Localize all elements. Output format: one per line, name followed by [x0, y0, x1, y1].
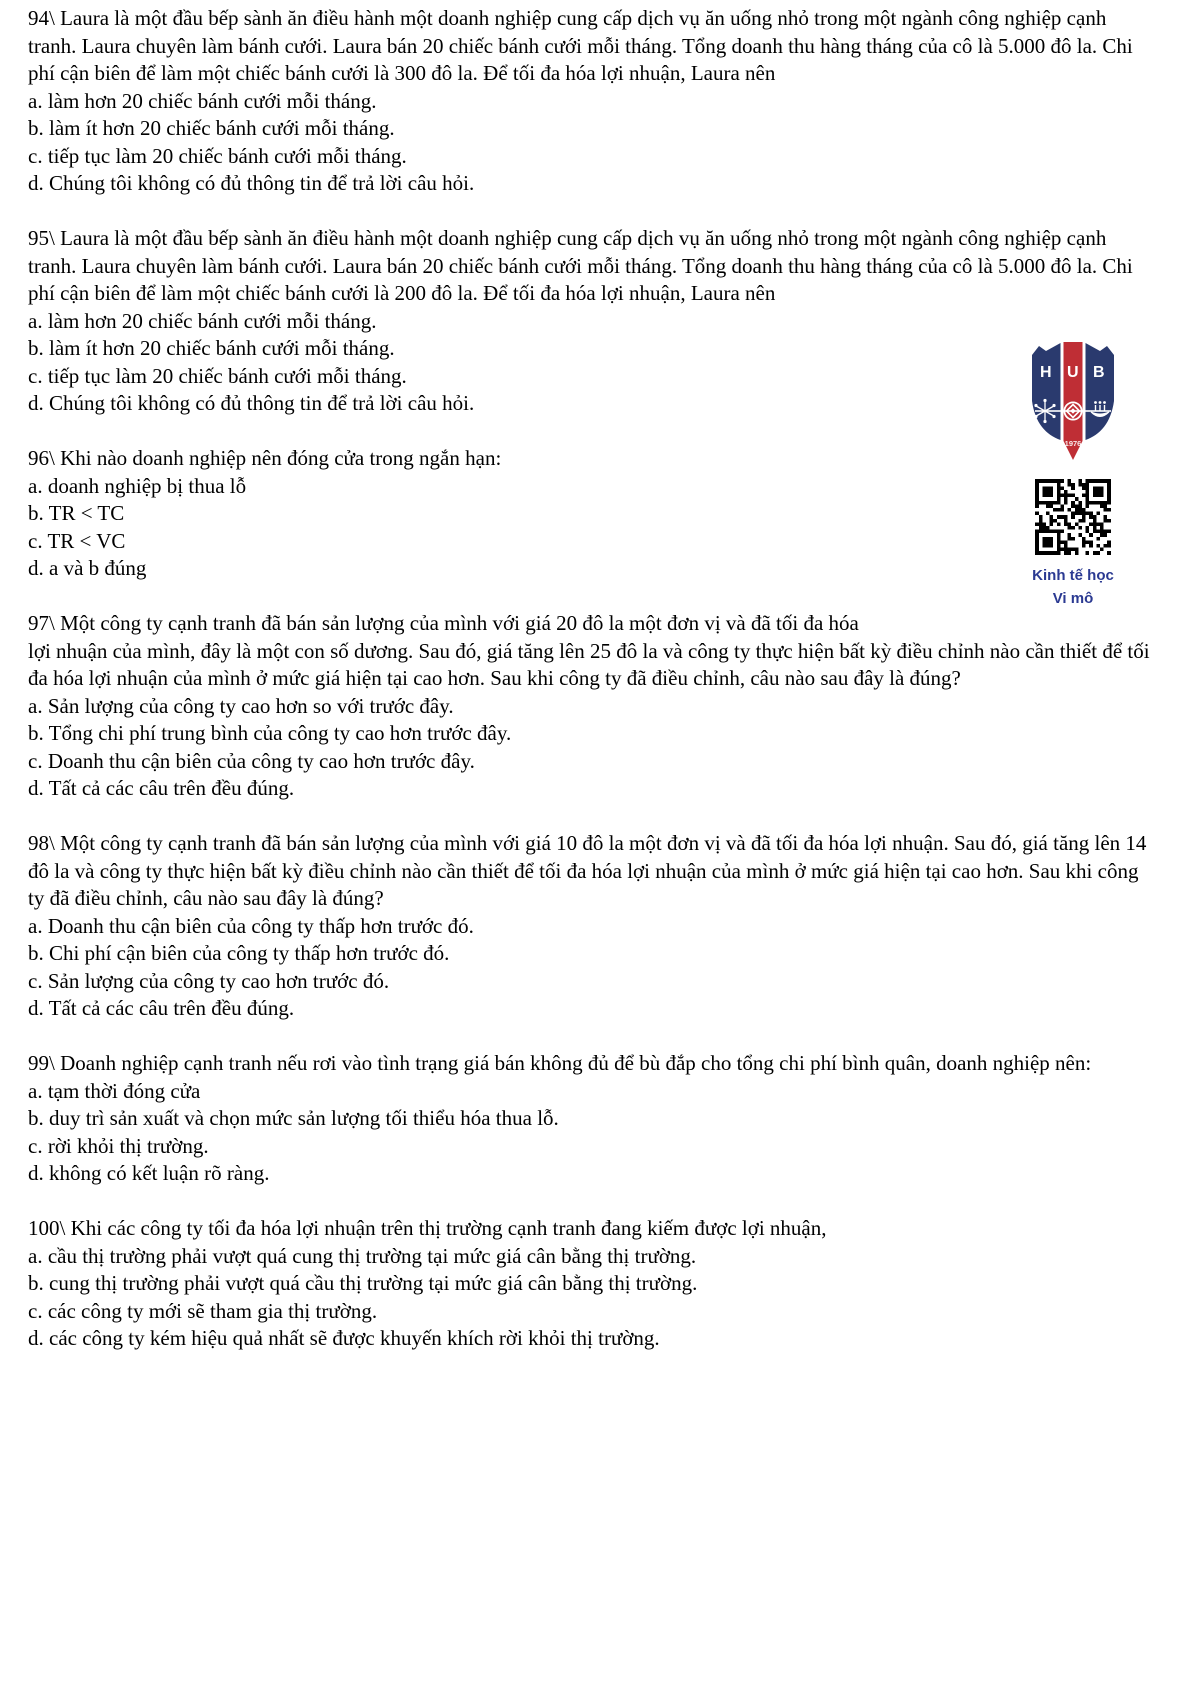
question-97-option-b: b. Tổng chi phí trung bình của công ty cao hơn trước đây.	[28, 721, 512, 745]
question-95-text: 95\ Laura là một đầu bếp sành ăn điều hành một doanh nghiệp cung cấp dịch vụ ăn uống nhỏ trong một ngành công nghiệp cạnh tranh. Laura chuyên làm bánh cưới. Laura bán 20 chiếc bánh cưới mỗi tháng. Tổng doanh thu hàng tháng của cô là 5.000 đô la. Chi phí cận biên để làm một chiếc bánh cưới là 200 đô la. Để tối đa hóa lợi nhuận, Laura nên	[28, 226, 1133, 305]
hub-branding	[1027, 339, 1119, 610]
question-95-option-b: b. làm ít hơn 20 chiếc bánh cưới mỗi tháng.	[28, 336, 395, 360]
question-99-option-d: d. không có kết luận rõ ràng.	[28, 1161, 270, 1185]
logo-letter-u: U	[1067, 364, 1079, 381]
question-94-option-b: b. làm ít hơn 20 chiếc bánh cưới mỗi tháng.	[28, 116, 395, 140]
question-96-option-c: c. TR < VC	[28, 528, 126, 553]
question-96-text: 96\ Khi nào doanh nghiệp nên đóng cửa trong ngắn hạn:	[28, 446, 502, 470]
question-96-option-b: b. TR < TC	[28, 501, 125, 525]
question-99	[28, 1050, 1158, 1188]
question-98-option-a: a. Doanh thu cận biên của công ty thấp hơn trước đó.	[28, 913, 474, 938]
question-94-option-a: a. làm hơn 20 chiếc bánh cưới mỗi tháng.	[28, 88, 377, 113]
question-97-text-line2: lợi nhuận của mình, đây là một con số dương. Sau đó, giá tăng lên 25 đô la và công ty thực hiện bất kỳ điều chỉnh nào cần thiết để tối đa hóa lợi nhuận của mình ở mức giá hiện tại cao hơn. Sau khi công ty đã điều chỉnh, câu nào sau đây là đúng?	[28, 638, 1150, 690]
question-97-text-line1: 97\ Một công ty cạnh tranh đã bán sản lượng của mình với giá 20 đô la một đơn vị và đã tối đa hóa	[28, 611, 859, 635]
logo-diamond-icon	[1064, 402, 1081, 419]
question-97	[28, 610, 1158, 803]
question-100-option-a: a. cầu thị trường phải vượt quá cung thị trường tại mức giá cân bằng thị trường.	[28, 1243, 697, 1268]
question-99-option-b: b. duy trì sản xuất và chọn mức sản lượng tối thiểu hóa thua lỗ.	[28, 1106, 559, 1130]
logo-left-band	[1032, 343, 1061, 440]
qr-caption	[1032, 564, 1114, 610]
question-99-text: 99\ Doanh nghiệp cạnh tranh nếu rơi vào tình trạng giá bán không đủ để bù đắp cho tổng chi phí bình quân, doanh nghiệp nên:	[28, 1051, 1092, 1075]
question-100-option-d: d. các công ty kém hiệu quả nhất sẽ được khuyến khích rời khỏi thị trường.	[28, 1326, 660, 1350]
logo-letter-h: H	[1040, 364, 1052, 381]
question-98-option-b: b. Chi phí cận biên của công ty thấp hơn trước đó.	[28, 941, 450, 965]
question-98-option-c: c. Sản lượng của công ty cao hơn trước đó.	[28, 968, 390, 993]
question-100-text: 100\ Khi các công ty tối đa hóa lợi nhuận trên thị trường cạnh tranh đang kiếm được lợi nhuận,	[28, 1216, 827, 1240]
qr-caption-line1: Kinh tế học	[1032, 567, 1114, 584]
question-94-option-c: c. tiếp tục làm 20 chiếc bánh cưới mỗi tháng.	[28, 143, 407, 168]
question-95-option-c: c. tiếp tục làm 20 chiếc bánh cưới mỗi tháng.	[28, 363, 407, 388]
question-99-option-a: a. tạm thời đóng cửa	[28, 1078, 201, 1103]
question-100	[28, 1215, 1158, 1353]
logo-year: 1976	[1064, 439, 1082, 448]
question-98-option-d: d. Tất cả các câu trên đều đúng.	[28, 996, 295, 1020]
logo-letter-b: B	[1093, 364, 1105, 381]
questions-list	[28, 5, 1158, 1380]
question-100-option-b: b. cung thị trường phải vượt quá cầu thị trường tại mức giá cân bằng thị trường.	[28, 1271, 698, 1295]
logo-right-band	[1086, 343, 1115, 440]
question-96-option-a: a. doanh nghiệp bị thua lỗ	[28, 473, 247, 498]
question-97-option-d: d. Tất cả các câu trên đều đúng.	[28, 776, 295, 800]
question-95-option-a: a. làm hơn 20 chiếc bánh cưới mỗi tháng.	[28, 308, 377, 333]
question-94	[28, 5, 1158, 198]
question-95-option-d: d. Chúng tôi không có đủ thông tin để trả lời câu hỏi.	[28, 391, 475, 415]
qr-caption-line2: Vi mô	[1052, 590, 1094, 607]
hub-shield-logo-icon	[1029, 339, 1117, 463]
question-98	[28, 830, 1158, 1023]
question-96	[28, 445, 1158, 583]
question-96-option-d: d. a và b đúng	[28, 556, 147, 580]
question-98-text: 98\ Một công ty cạnh tranh đã bán sản lượng của mình với giá 10 đô la một đơn vị và đã tối đa hóa lợi nhuận. Sau đó, giá tăng lên 14 đô la và công ty thực hiện bất kỳ điều chỉnh nào cần thiết để tối đa hóa lợi nhuận của mình ở mức giá hiện tại cao hơn. Sau khi công ty đã điều chỉnh, câu nào sau đây là đúng?	[28, 831, 1147, 910]
question-95	[28, 225, 1158, 418]
question-94-option-d: d. Chúng tôi không có đủ thông tin để trả lời câu hỏi.	[28, 171, 475, 195]
question-97-option-c: c. Doanh thu cận biên của công ty cao hơn trước đây.	[28, 748, 475, 773]
question-97-option-a: a. Sản lượng của công ty cao hơn so với trước đây.	[28, 693, 454, 718]
qr-code	[1028, 472, 1118, 562]
question-94-text: 94\ Laura là một đầu bếp sành ăn điều hành một doanh nghiệp cung cấp dịch vụ ăn uống nhỏ trong một ngành công nghiệp cạnh tranh. Laura chuyên làm bánh cưới. Laura bán 20 chiếc bánh cưới mỗi tháng. Tổng doanh thu hàng tháng của cô là 5.000 đô la. Chi phí cận biên để làm một chiếc bánh cưới là 300 đô la. Để tối đa hóa lợi nhuận, Laura nên	[28, 6, 1133, 85]
question-99-option-c: c. rời khỏi thị trường.	[28, 1133, 209, 1158]
question-100-option-c: c. các công ty mới sẽ tham gia thị trường.	[28, 1298, 378, 1323]
